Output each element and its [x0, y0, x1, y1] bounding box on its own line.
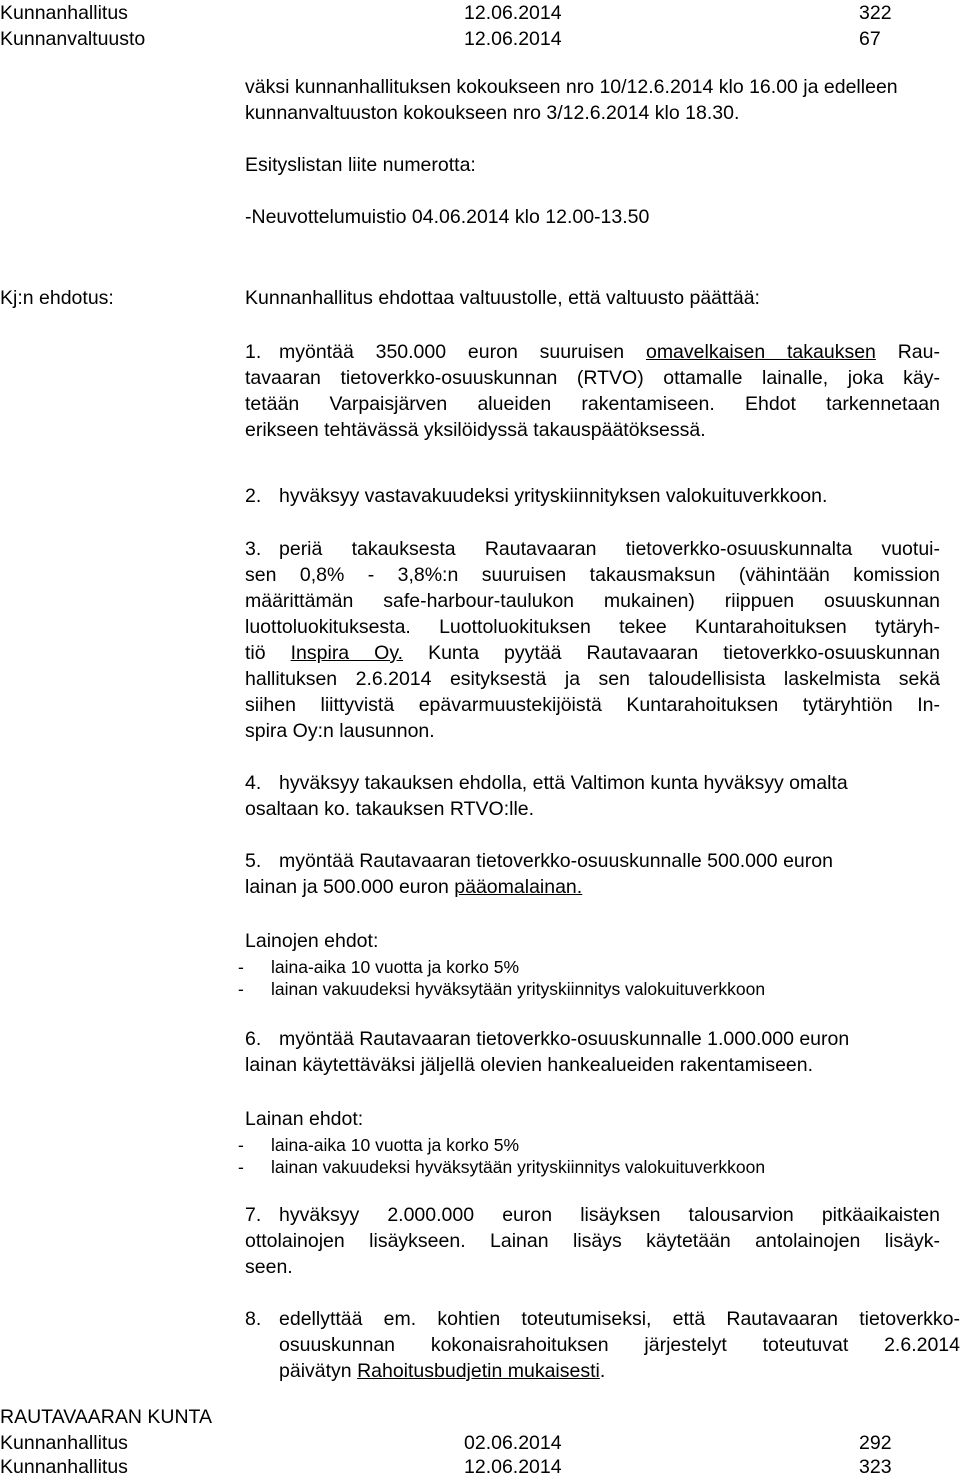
item-number: 3. — [245, 538, 262, 560]
item-text: spira Oy:n lausunnon. — [245, 720, 435, 742]
item-text: sen 0,8% - 3,8%:n suuruisen takausmaksun (vähintään komission — [245, 564, 940, 586]
loan-term-text: laina-aika 10 vuotta ja korko 5% — [271, 1135, 520, 1155]
footer-org: Kunnanhallitus — [0, 1456, 128, 1478]
intro-line: väksi kunnanhallituksen kokoukseen nro 10/12.6.2014 klo 16.00 ja edelleen — [245, 76, 898, 98]
item-text: lainan ja 500.000 euron — [245, 876, 455, 898]
loan-term-text: lainan vakuudeksi hyväksytään yrityskiinnitys valokuituverkkoon — [271, 1157, 766, 1177]
loan-term-text: laina-aika 10 vuotta ja korko 5% — [271, 957, 520, 977]
item-text: määrittämän safe-harbour-taulukon mukainen) riippuen osuuskunnan — [245, 590, 940, 612]
item-text: Rau- — [875, 341, 940, 363]
proposal-text: Kunnanhallitus ehdottaa valtuustolle, että valtuusto päättää: — [245, 287, 760, 309]
header-section-number: 67 — [859, 28, 881, 50]
item-text: osuuskunnan kokonaisrahoituksen järjestelyt toteutuvat 2.6.2014 — [279, 1334, 960, 1356]
item-number: 6. — [245, 1028, 262, 1050]
footer-section-number: 323 — [859, 1456, 892, 1478]
item-text: hyväksyy 2.000.000 euron lisäyksen talousarvion pitkäaikaisten — [279, 1204, 940, 1226]
item-number: 7. — [245, 1204, 262, 1226]
item-text: tavaaran tietoverkko-osuuskunnan (RTVO) ottamalle lainalle, joka käy- — [245, 367, 940, 389]
loan-term-item — [238, 1154, 765, 1180]
item-number: 8. — [245, 1308, 262, 1330]
decision-item-7 — [245, 1202, 940, 1280]
item-text: ottolainojen lisäykseen. Lainan lisäys käytetään antolainojen lisäyk- — [245, 1230, 940, 1252]
item-text: lainan käytettäväksi jäljellä olevien hankealueiden rakentamiseen. — [245, 1054, 814, 1076]
footer-org: Kunnanhallitus — [0, 1432, 128, 1454]
item-text: hyväksyy takauksen ehdolla, että Valtimon kunta hyväksyy omalta — [279, 772, 848, 794]
item-number: 1. — [245, 341, 262, 363]
header-org: Kunnanhallitus — [0, 2, 128, 24]
item-text: luottoluokituksesta. Luottoluokituksen tekee Kuntarahoituksen tytäryh- — [245, 616, 940, 638]
loan-term-item — [238, 976, 765, 1002]
loan-terms-label: Lainojen ehdot: — [245, 930, 379, 952]
header-section-number: 322 — [859, 2, 892, 24]
underlined-text: Inspira Oy. — [290, 642, 404, 664]
attachments-label: Esityslistan liite numerotta: — [245, 154, 476, 176]
loan-term-text: lainan vakuudeksi hyväksytään yrityskiinnitys valokuituverkkoon — [271, 979, 766, 999]
item-text: hyväksyy vastavakuudeksi yrityskiinnityksen valokuituverkkoon. — [279, 485, 828, 507]
decision-item-1 — [245, 339, 940, 443]
item-text: periä takauksesta Rautavaaran tietoverkko-osuuskunnalta vuotui- — [279, 538, 940, 560]
header-date: 12.06.2014 — [464, 28, 562, 50]
decision-item-2 — [245, 483, 827, 509]
footer-org-name: RAUTAVAARAN KUNTA — [0, 1406, 212, 1428]
item-text: hallituksen 2.6.2014 esityksestä ja sen taloudellisista laskelmista sekä — [245, 668, 940, 690]
footer-date: 12.06.2014 — [464, 1456, 562, 1478]
dash: - — [238, 979, 244, 999]
underlined-text: omavelkaisen takauksen — [645, 341, 876, 363]
item-text: osaltaan ko. takauksen RTVO:lle. — [245, 798, 535, 820]
decision-item-6 — [245, 1026, 849, 1078]
item-text: seen. — [245, 1256, 293, 1278]
attachment-item: -Neuvottelumuistio 04.06.2014 klo 12.00-13.50 — [245, 206, 650, 228]
item-text: tetään Varpaisjärven alueiden rakentamiseen. Ehdot tarkennetaan — [245, 393, 940, 415]
item-text: myöntää Rautavaaran tietoverkko-osuuskunnalle 1.000.000 euron — [279, 1028, 850, 1050]
item-text: erikseen tehtävässä yksilöidyssä takauspäätöksessä. — [245, 419, 706, 441]
proposal-label: Kj:n ehdotus: — [0, 287, 114, 309]
decision-item-8 — [245, 1306, 960, 1384]
header-org: Kunnanvaltuusto — [0, 28, 146, 50]
underlined-text: Rahoitusbudjetin mukaisesti — [357, 1360, 600, 1382]
decision-item-5 — [245, 848, 833, 900]
item-text: edellyttää em. kohtien toteutumiseksi, että Rautavaaran tietoverkko- — [279, 1308, 960, 1330]
decision-item-4 — [245, 770, 848, 822]
item-text: päivätyn — [279, 1360, 358, 1382]
dash: - — [238, 1135, 244, 1155]
item-text: myöntää Rautavaaran tietoverkko-osuuskunnalle 500.000 euron — [279, 850, 833, 872]
item-text: tiö — [245, 642, 291, 664]
decision-item-3 — [245, 536, 940, 744]
dash: - — [238, 1157, 244, 1177]
item-number: 4. — [245, 772, 262, 794]
underlined-text: pääomalainan. — [454, 876, 583, 898]
dash: - — [238, 957, 244, 977]
item-text: . — [599, 1360, 606, 1382]
item-text: siihen liittyvistä epävarmuustekijöistä Kuntarahoituksen tytäryhtiön In- — [245, 694, 940, 716]
footer-section-number: 292 — [859, 1432, 892, 1454]
intro-line: kunnanvaltuuston kokoukseen nro 3/12.6.2014 klo 18.30. — [245, 102, 740, 124]
header-date: 12.06.2014 — [464, 2, 562, 24]
footer-date: 02.06.2014 — [464, 1432, 562, 1454]
item-text: Kunta pyytää Rautavaaran tietoverkko-osuuskunnan — [403, 642, 940, 664]
item-text: myöntää 350.000 euron suuruisen — [279, 341, 646, 363]
loan-terms-label: Lainan ehdot: — [245, 1108, 364, 1130]
item-number: 2. — [245, 485, 262, 507]
item-number: 5. — [245, 850, 262, 872]
